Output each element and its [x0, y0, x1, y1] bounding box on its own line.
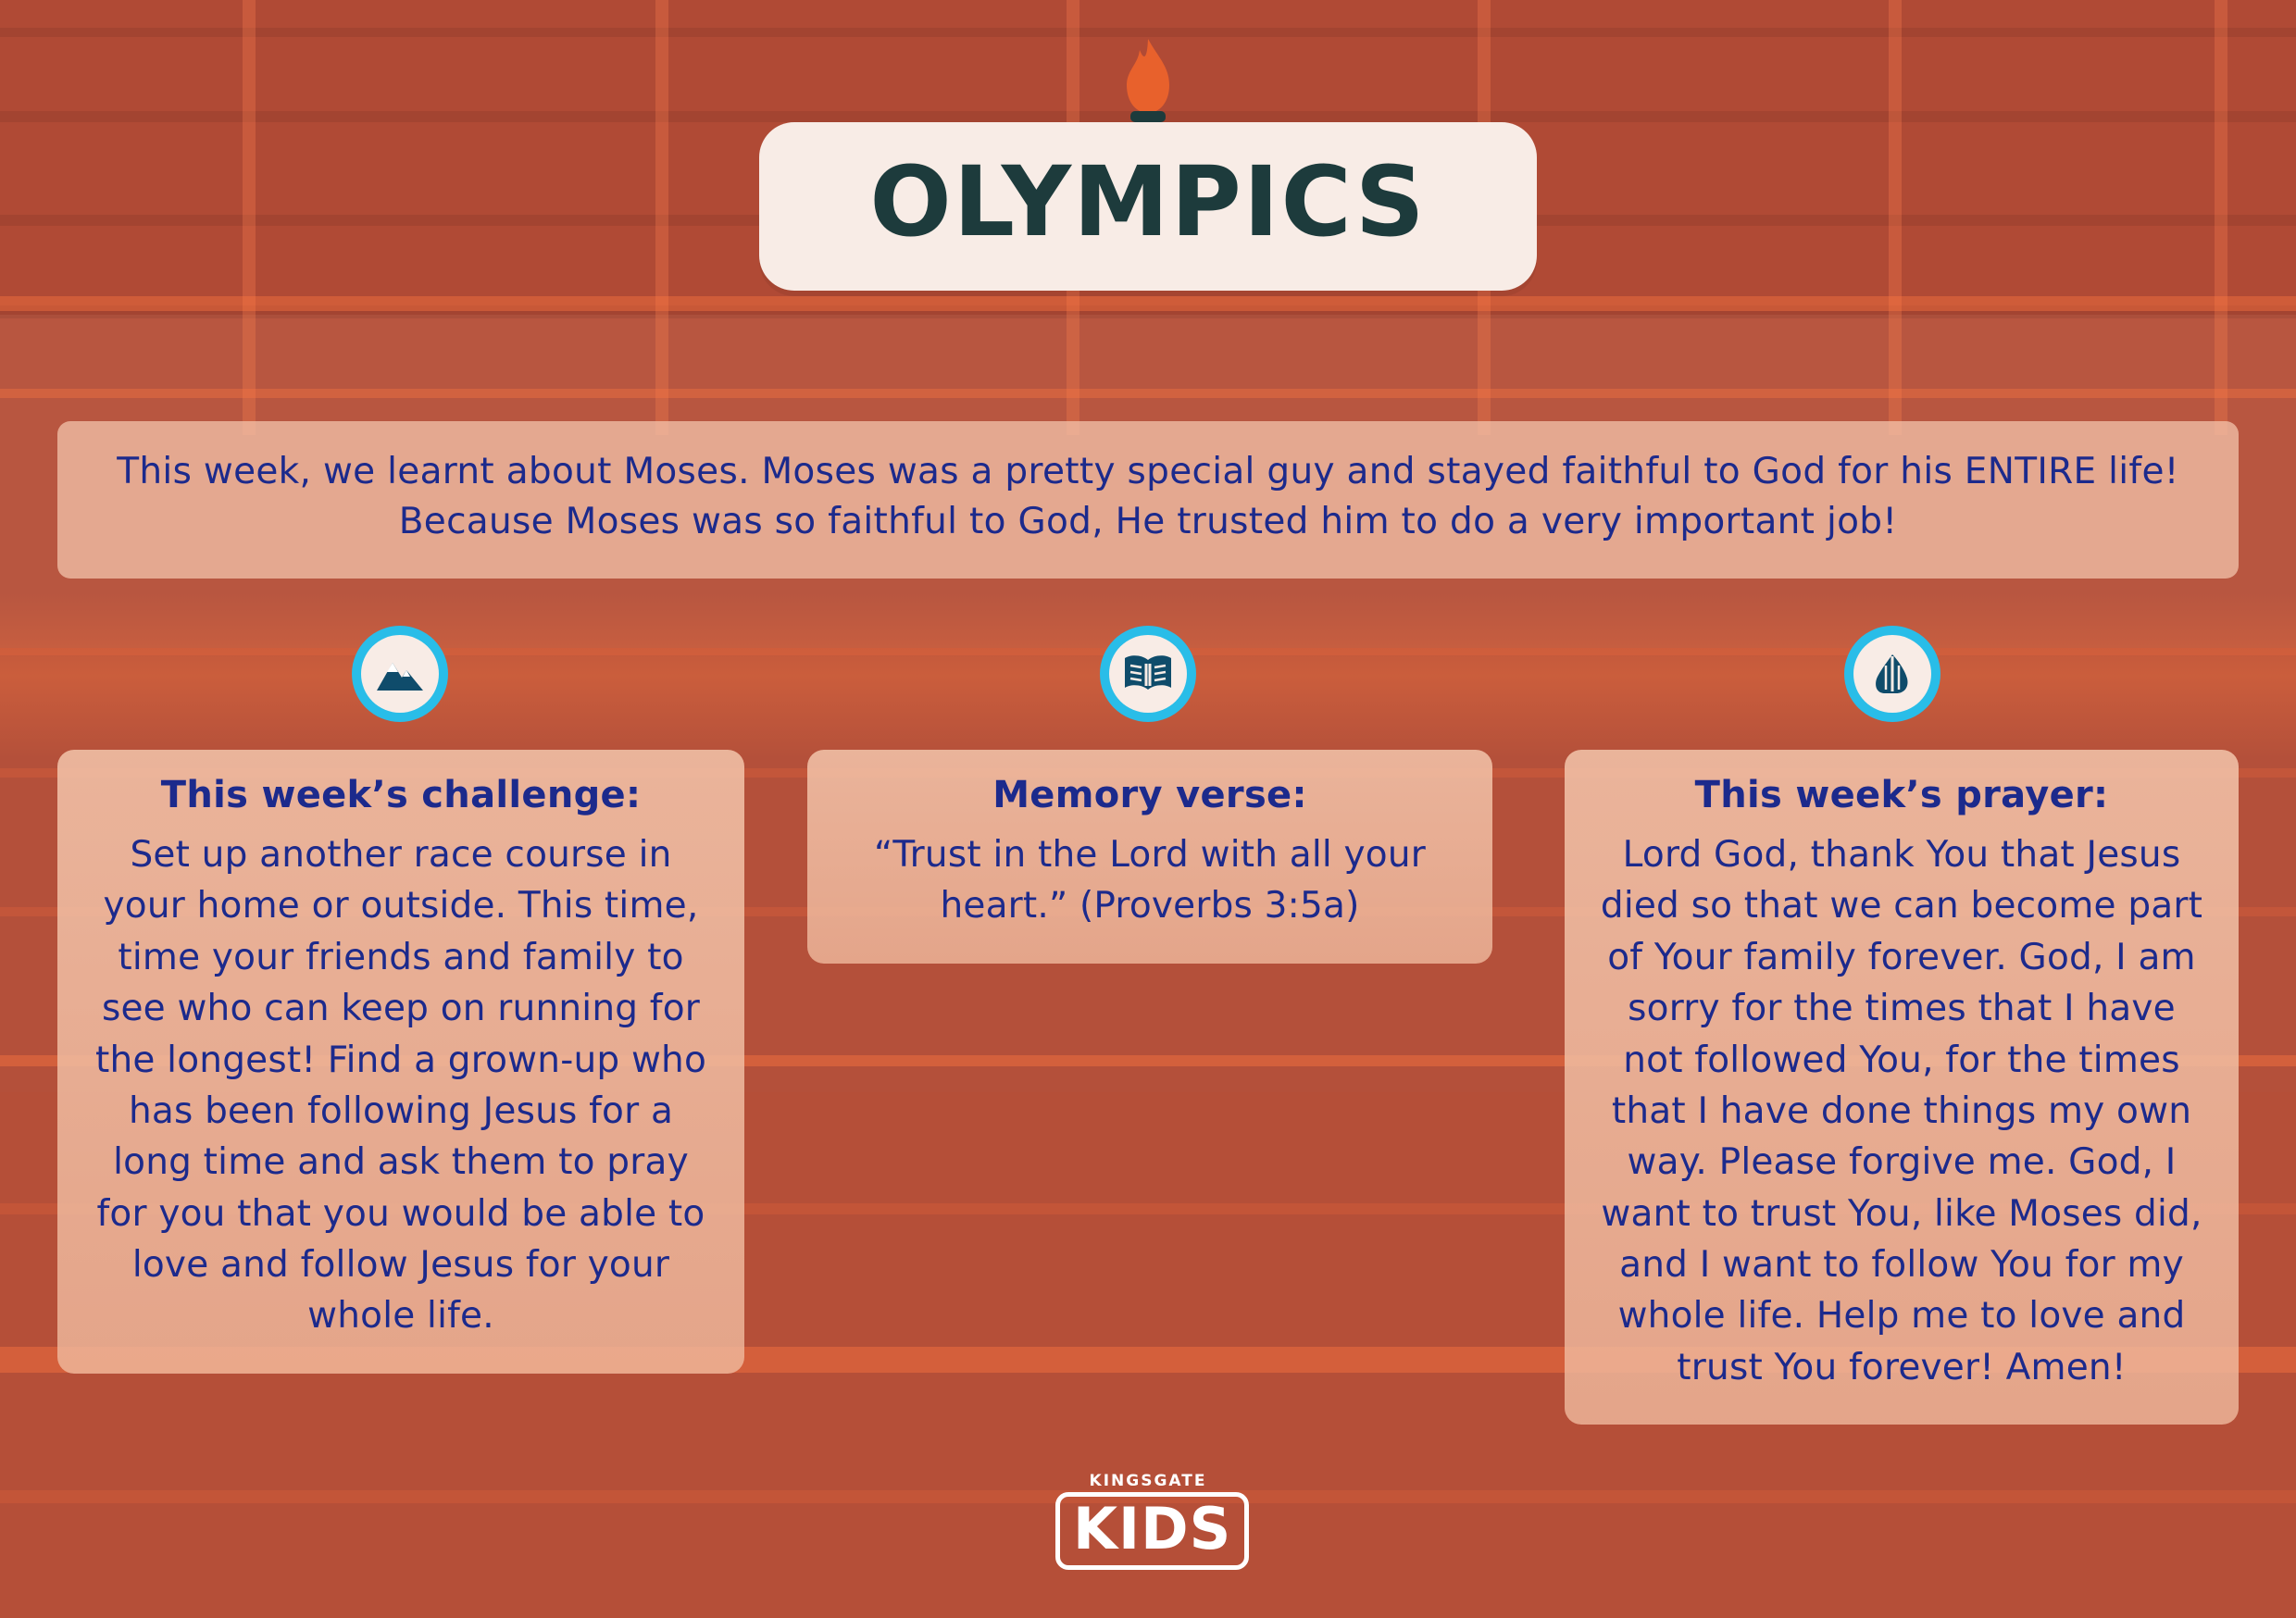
barrier-rail — [0, 389, 2296, 398]
card-memory-verse — [807, 750, 1492, 964]
intro-text: This week, we learnt about Moses. Moses was a pretty special guy and stayed faithful to God for his ENTIRE life! Because Moses was so faithful to God, He trusted him to do a very important job! — [117, 451, 2179, 542]
open-book-icon — [1121, 653, 1175, 695]
card-challenge-body: Set up another race course in your home or outside. This time, time your friends and family to see who can keep on running for the longest! Find a grown-up who has been following Jesus for a long time and ask them to pray for you that you would be able to love and follow Jesus for your whole life. — [94, 834, 707, 1338]
title-block — [759, 37, 1537, 291]
barrier-rail — [0, 296, 2296, 311]
kingsgate-kids-logo — [1055, 1474, 1241, 1570]
card-verse-body: “Trust in the Lord with all your heart.” (Proverbs 3:5a) — [873, 834, 1426, 927]
badge-prayer — [1844, 626, 1940, 722]
stand-divider — [1889, 0, 1902, 435]
badge-challenge — [352, 626, 448, 722]
badge-inner — [361, 635, 439, 713]
page-title: OLYMPICS — [869, 145, 1427, 258]
title-plaque — [759, 122, 1537, 291]
stand-divider — [655, 0, 668, 435]
logo-brand-main: KIDS — [1055, 1492, 1249, 1570]
card-verse-heading: Memory verse: — [992, 774, 1307, 816]
card-prayer-body: Lord God, thank You that Jesus died so that we can become part of Your family forever. God, I am sorry for the times that I have not followed You, for the times that I have done things my own way. Please forgive me. God, I want to trust You, like Moses did, and I want to follow You for my whole life. Help me to love and trust You forever! Amen! — [1600, 834, 2203, 1388]
card-prayer-heading: This week’s prayer: — [1694, 774, 2109, 816]
card-challenge-heading: This week’s challenge: — [160, 774, 642, 816]
mountain-icon — [374, 653, 426, 694]
stand-line — [0, 28, 2296, 37]
card-challenge — [57, 750, 744, 1374]
intro-panel — [57, 421, 2239, 579]
badge-inner — [1109, 635, 1187, 713]
stand-divider — [2215, 0, 2227, 435]
badge-memory-verse — [1100, 626, 1196, 722]
stand-divider — [243, 0, 256, 435]
praying-hands-icon — [1868, 651, 1916, 697]
logo-brand-top: KINGSGATE — [1089, 1472, 1207, 1490]
card-prayer — [1565, 750, 2239, 1425]
badge-inner — [1853, 635, 1931, 713]
